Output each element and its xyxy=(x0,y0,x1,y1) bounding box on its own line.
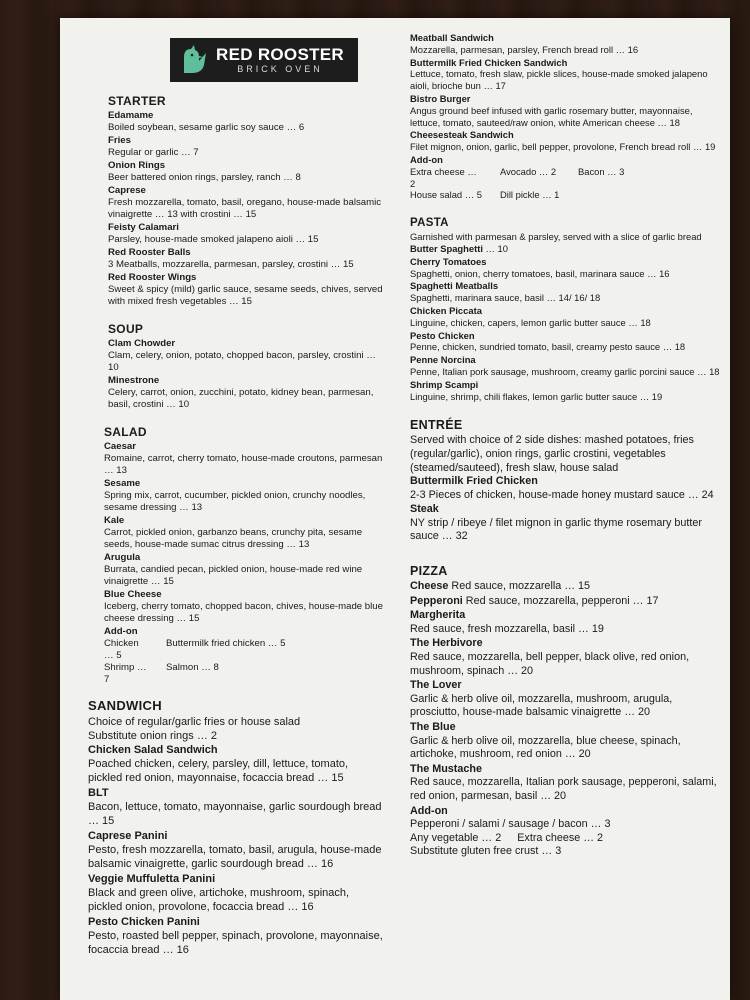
menu-item xyxy=(88,743,384,785)
menu-item-name: Veggie Muffuletta Panini xyxy=(88,873,216,885)
menu-item-description: Sweet & spicy (mild) garlic sauce, sesame seeds, chives, served with mixed fresh vegetables … 15 xyxy=(108,284,383,307)
menu-item-name: Red Rooster Balls xyxy=(108,247,191,258)
addon-option: Buttermilk fried chicken … 5 xyxy=(166,638,286,649)
menu-item-name: Meatball Sandwich xyxy=(410,32,494,43)
brand-name: RED ROOSTER xyxy=(216,45,344,64)
menu-item-description: Red sauce, fresh mozzarella, basil … 19 xyxy=(410,622,604,635)
menu-item-name: BLT xyxy=(88,787,109,799)
menu-item xyxy=(104,552,384,588)
menu-item xyxy=(410,637,720,678)
section-title-soup: SOUP xyxy=(108,322,144,336)
menu-item-description: Linguine, shrimp, chili flakes, lemon garlic butter sauce … 19 xyxy=(410,390,663,402)
menu-item-description: NY strip / ribeye / filet mignon in garlic thyme rosemary butter sauce … 32 xyxy=(410,516,703,543)
soup-section xyxy=(108,322,384,411)
menu-item-description: Beer battered onion rings, parsley, ranch … 8 xyxy=(108,172,301,183)
menu-item xyxy=(410,256,720,280)
addon-option: Avocado … 2 xyxy=(500,165,557,177)
menu-item-name: Buttermilk Fried Chicken Sandwich xyxy=(410,56,568,68)
addon-option: Salmon … 8 xyxy=(166,662,219,673)
menu-item-description: Penne, chicken, sundried tomato, basil, creamy pesto sauce … 18 xyxy=(410,341,686,353)
menu-item-description: Spring mix, carrot, cucumber, pickled onion, crunchy noodles, sesame dressing … 13 xyxy=(104,490,366,513)
addon-row xyxy=(410,166,720,190)
sandwich-continued-section xyxy=(410,32,720,201)
menu-item xyxy=(410,475,720,502)
menu-item xyxy=(410,305,720,329)
sandwich-note: Substitute onion rings … 2 xyxy=(88,730,218,742)
menu-item xyxy=(108,135,384,159)
addon-option: Dill pickle … 1 xyxy=(500,189,560,201)
menu-right-column xyxy=(410,32,720,859)
sandwich-note: Choice of regular/garlic fries or house salad xyxy=(88,716,301,728)
menu-item-name: Cherry Tomatoes xyxy=(410,255,487,267)
menu-item-description: Poached chicken, celery, parsley, dill, lettuce, tomato, pickled red onion, mayonnaise, focaccia bread … 15 xyxy=(88,758,349,784)
menu-item-name: Butter Spaghetti xyxy=(410,242,483,254)
menu-item-name: Kale xyxy=(104,515,125,526)
addon-row xyxy=(410,832,720,846)
menu-item-name: Cheese xyxy=(410,580,449,593)
menu-item-description: Garlic & herb olive oil, mozzarella, blue cheese, spinach, artichoke, mushroom, red onion … 20 xyxy=(410,734,681,761)
menu-item xyxy=(104,589,384,625)
menu-item-name: Red Rooster Wings xyxy=(108,272,197,283)
entree-note: Served with choice of 2 side dishes: mashed potatoes, fries (regular/garlic), onion rings, garlic crostini, vegetables (steamed/sauteed), fresh slaw, house salad xyxy=(410,434,694,474)
menu-item-line xyxy=(410,595,720,609)
addon-option: House salad … 5 xyxy=(410,189,482,201)
menu-item-line xyxy=(410,243,720,255)
addon-option: Bacon … 3 xyxy=(578,165,625,177)
section-title-pasta: PASTA xyxy=(410,217,449,230)
menu-item-description: Red sauce, mozzarella, Italian pork sausage, pepperoni, salami, red onion, parmesan, basil … 20 xyxy=(410,776,717,802)
rooster-icon xyxy=(178,43,210,77)
menu-item-name: Caprese xyxy=(108,185,146,196)
menu-item-name: The Blue xyxy=(410,721,456,733)
menu-item-description: Romaine, carrot, cherry tomato, house-made croutons, parmesan … 13 xyxy=(104,453,383,476)
section-title-salad: SALAD xyxy=(104,425,147,439)
menu-item-name: Buttermilk Fried Chicken xyxy=(410,475,538,488)
addon-option: Extra cheese … 2 xyxy=(517,831,604,844)
menu-item-name: Steak xyxy=(410,503,439,516)
menu-item-name: Blue Cheese xyxy=(104,589,162,600)
menu-item xyxy=(410,57,720,92)
addon-option: Chicken … 5 xyxy=(104,638,139,661)
menu-item-description: Clam, celery, onion, potato, chopped bacon, parsley, crostini … 10 xyxy=(108,350,376,373)
addon-option: Any vegetable … 2 xyxy=(410,831,502,844)
menu-item-description: Black and green olive, artichoke, mushroom, spinach, pickled onion, provolone, focaccia bread … 16 xyxy=(88,887,350,913)
menu-item xyxy=(104,441,384,477)
menu-item-description: Red sauce, mozzarella, pepperoni … 17 xyxy=(462,594,659,607)
menu-item-description: Parsley, house-made smoked jalapeno aioli … 15 xyxy=(108,234,319,245)
menu-item xyxy=(108,185,384,221)
menu-item-name: Pepperoni xyxy=(410,594,463,607)
section-title-sandwich: SANDWICH xyxy=(88,698,162,713)
menu-item xyxy=(108,160,384,184)
menu-item xyxy=(88,829,384,871)
menu-item-name: Penne Norcina xyxy=(410,354,476,366)
menu-item xyxy=(104,478,384,514)
menu-item-name: The Lover xyxy=(410,679,462,692)
menu-item-description: Red sauce, mozzarella, bell pepper, black olive, red onion, mushroom, spinach … 20 xyxy=(410,651,690,677)
menu-item-description: Penne, Italian pork sausage, mushroom, creamy garlic porcini sauce … 18 xyxy=(410,365,720,377)
menu-item-description: Fresh mozzarella, tomato, basil, oregano, house-made balsamic vinaigrette … 13 with crostini … 15 xyxy=(108,197,382,220)
menu-item-description: Celery, carrot, onion, zucchini, potato, kidney bean, parmesan, basil, crostini … 10 xyxy=(108,387,374,410)
menu-item xyxy=(88,872,384,914)
menu-item xyxy=(88,786,384,828)
menu-item-description: Linguine, chicken, capers, lemon garlic butter sauce … 18 xyxy=(410,316,651,328)
menu-item-name: Cheesesteak Sandwich xyxy=(410,129,514,141)
menu-item-description: Lettuce, tomato, fresh slaw, pickle slices, house-made smoked jalapeno aioli, brioche bun … 17 xyxy=(410,68,708,92)
addon-option: Shrimp … 7 xyxy=(104,662,147,685)
entree-section xyxy=(410,418,720,544)
menu-item xyxy=(108,375,384,411)
menu-item-name: Edamame xyxy=(108,110,154,121)
menu-item xyxy=(410,609,720,636)
menu-item-description: Bacon, lettuce, tomato, mayonnaise, garlic sourdough bread … 15 xyxy=(88,801,382,827)
menu-item-name: Pesto Chicken xyxy=(410,329,475,341)
menu-item xyxy=(410,595,720,609)
salad-addon-title: Add-on xyxy=(104,626,138,637)
menu-item-name: Fries xyxy=(108,135,131,146)
menu-item-description: Regular or garlic … 7 xyxy=(108,147,199,158)
menu-item-name: The Herbivore xyxy=(410,637,483,650)
menu-item xyxy=(410,679,720,720)
menu-left-column xyxy=(84,38,384,958)
menu-item-description: Boiled soybean, sesame garlic soy sauce … 6 xyxy=(108,122,305,133)
menu-item xyxy=(108,222,384,246)
menu-item-description: Burrata, candied pecan, pickled onion, house-made red wine vinaigrette … 15 xyxy=(104,564,363,587)
menu-item-description: Pesto, roasted bell pepper, spinach, provolone, mayonnaise, focaccia bread … 16 xyxy=(88,930,383,956)
menu-item-description: 2-3 Pieces of chicken, house-made honey mustard sauce … 24 xyxy=(410,488,714,501)
menu-item xyxy=(108,272,384,308)
menu-item-line xyxy=(410,580,720,594)
menu-item-name: Caesar xyxy=(104,441,137,452)
menu-item-name: Arugula xyxy=(104,552,141,563)
menu-item xyxy=(410,129,720,153)
section-title-pizza: PIZZA xyxy=(410,564,448,579)
menu-item-description: Spaghetti, onion, cherry tomatoes, basil, marinara sauce … 16 xyxy=(410,267,670,279)
menu-item-name: Feisty Calamari xyxy=(108,222,179,233)
menu-item-description: Pesto, fresh mozzarella, tomato, basil, arugula, house-made balsamic vinaigrette, garlic sourdough bread … 16 xyxy=(88,844,382,870)
menu-item xyxy=(410,763,720,804)
pizza-addon-line: Pepperoni / salami / sausage / bacon … 3 xyxy=(410,818,611,831)
section-title-starter: STARTER xyxy=(108,94,166,108)
menu-item-name: Bistro Burger xyxy=(410,92,471,104)
menu-item xyxy=(410,243,720,255)
menu-item xyxy=(410,32,720,56)
menu-item xyxy=(108,110,384,134)
brand-logo xyxy=(170,38,358,82)
menu-item xyxy=(410,354,720,378)
pizza-section xyxy=(410,564,720,859)
section-title-entree: ENTRÉE xyxy=(410,418,463,433)
menu-item xyxy=(410,379,720,403)
starter-section xyxy=(108,94,384,308)
menu-item-name: Shrimp Scampi xyxy=(410,378,479,390)
pizza-addon-title: Add-on xyxy=(410,804,448,817)
menu-item-name: Onion Rings xyxy=(108,160,166,171)
salad-section xyxy=(104,425,384,686)
menu-item xyxy=(104,515,384,551)
addon-row xyxy=(104,662,384,686)
pasta-note: Garnished with parmesan & parsley, served with a slice of garlic bread xyxy=(410,231,702,243)
menu-item-name: Spaghetti Meatballs xyxy=(410,280,499,292)
menu-item-name: Minestrone xyxy=(108,375,160,386)
menu-item-description: Carrot, pickled onion, garbanzo beans, crunchy pita, sesame seeds, house-made sumac citrus dressing … 13 xyxy=(104,527,363,550)
menu-item-name: Chicken Piccata xyxy=(410,304,482,316)
addon-row xyxy=(410,189,720,201)
pasta-section xyxy=(410,217,720,402)
menu-item-description: Red sauce, mozzarella … 15 xyxy=(448,580,591,593)
menu-item-name: Sesame xyxy=(104,478,141,489)
menu-item-description: Iceberg, cherry tomato, chopped bacon, chives, house-made blue cheese dressing … 15 xyxy=(104,601,383,624)
menu-item-name: The Mustache xyxy=(410,762,482,775)
menu-sheet xyxy=(60,18,730,1000)
menu-item xyxy=(410,580,720,594)
menu-item xyxy=(410,93,720,128)
menu-item-name: Margherita xyxy=(410,609,466,622)
menu-item-name: Caprese Panini xyxy=(88,830,168,842)
menu-item xyxy=(410,330,720,354)
menu-item-description: Angus ground beef infused with garlic rosemary butter, mayonnaise, lettuce, tomato, sauteed/raw onion, white American cheese … 18 xyxy=(410,104,693,128)
menu-item-name: Clam Chowder xyxy=(108,338,176,349)
menu-item-description: Spaghetti, marinara sauce, basil … 14/ 16/ 18 xyxy=(410,292,601,304)
menu-item-description: Mozzarella, parmesan, parsley, French bread roll … 16 xyxy=(410,43,639,55)
menu-item-description: 3 Meatballs, mozzarella, parmesan, parsley, crostini … 15 xyxy=(108,259,354,270)
menu-item-name: Pesto Chicken Panini xyxy=(88,916,200,928)
menu-item-description: Garlic & herb olive oil, mozzarella, mushroom, arugula, prosciutto, house-made balsamic vinaigrette … 20 xyxy=(410,692,673,719)
menu-item xyxy=(88,915,384,957)
menu-item-name: Chicken Salad Sandwich xyxy=(88,744,218,756)
menu-item xyxy=(108,338,384,374)
pizza-addon-line: Substitute gluten free crust … 3 xyxy=(410,845,562,858)
brand-subtitle: BRICK OVEN xyxy=(237,64,323,74)
menu-item xyxy=(410,721,720,762)
sandwich-addon-title: Add-on xyxy=(410,153,443,165)
menu-item xyxy=(108,247,384,271)
menu-item-description: … 10 xyxy=(482,242,508,254)
sandwich-section xyxy=(88,698,384,957)
menu-item xyxy=(410,280,720,304)
menu-item-description: Filet mignon, onion, garlic, bell pepper, provolone, French bread roll … 19 xyxy=(410,141,716,153)
salad-addon-rows xyxy=(104,638,384,686)
addon-option: Extra cheese … 2 xyxy=(410,165,477,189)
menu-item xyxy=(410,503,720,544)
addon-row xyxy=(104,638,384,662)
